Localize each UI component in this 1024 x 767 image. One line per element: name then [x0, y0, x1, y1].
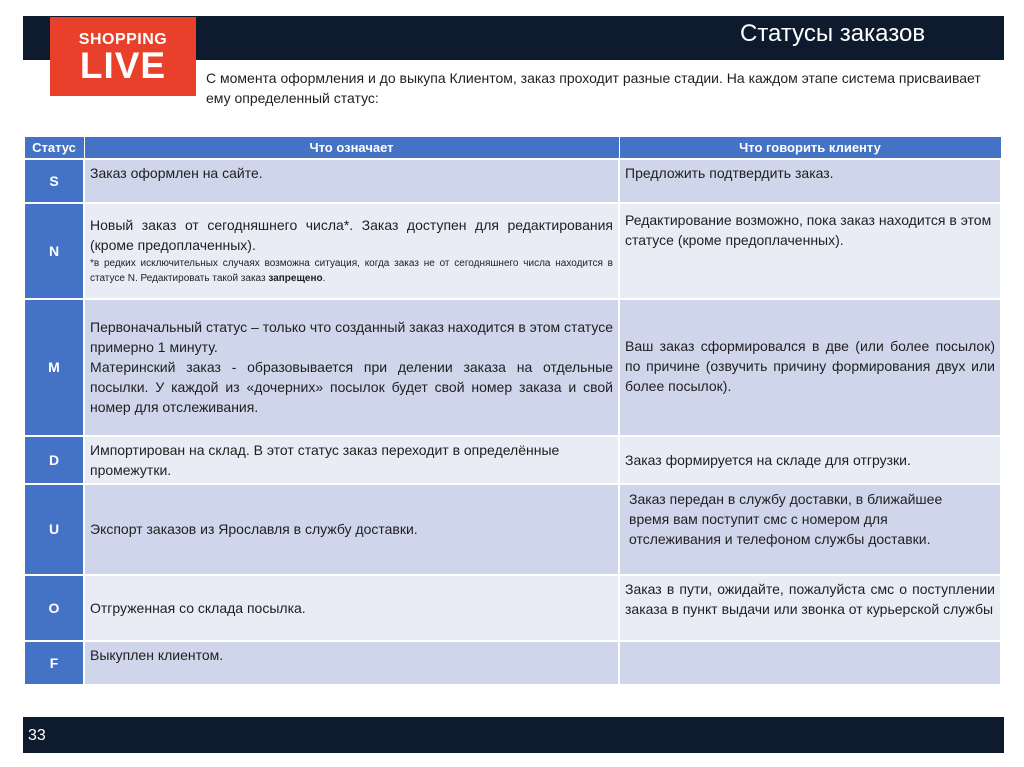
table-row-m: [24, 299, 1001, 436]
status-meaning: Экспорт заказов из Ярославля в службу доставки.: [84, 484, 619, 575]
status-meaning: Импортирован на склад. В этот статус заказ переходит в определённые промежутки.: [84, 436, 619, 484]
status-meaning: Отгруженная со склада посылка.: [84, 575, 619, 641]
table-header-row: [24, 137, 1001, 159]
status-code: D: [24, 436, 84, 484]
slide-title: Статусы заказов: [740, 20, 926, 47]
table-row-n: [24, 203, 1001, 299]
logo-top-text: SHOPPING: [78, 31, 168, 48]
status-say: [619, 641, 1001, 685]
footnote-bold: запрещено: [268, 272, 323, 284]
page-number: 33: [28, 727, 46, 744]
status-meaning: Новый заказ от сегодняшнего числа*. Заказ доступен для редактирования (кроме предоплаченных).: [90, 216, 613, 253]
status-say: Предложить подтвердить заказ.: [619, 159, 1001, 203]
header-status: Статус: [24, 137, 84, 159]
status-say: Заказ формируется на складе для отгрузки.: [619, 436, 1001, 484]
status-footnote: [90, 256, 613, 286]
table-row-f: [24, 641, 1001, 685]
status-say: Редактирование возможно, пока заказ находится в этом статусе (кроме предоплаченных).: [619, 203, 1001, 299]
intro-text: С момента оформления и до выкупа Клиентом, заказ проходит разные стадии. На каждом этапе система присваивает ему определенный статус:: [206, 70, 981, 106]
footnote-text: *в редких исключительных случаях возможна ситуация, когда заказ не от сегодняшнего числа находится в статусе N. Редактировать такой заказ: [90, 257, 613, 284]
table-row-o: [24, 575, 1001, 641]
status-table: [23, 136, 1002, 686]
status-code: U: [24, 484, 84, 575]
table-row-d: [24, 436, 1001, 484]
status-code: M: [24, 299, 84, 436]
table-row-s: [24, 159, 1001, 203]
status-code: S: [24, 159, 84, 203]
status-say: Заказ передан в службу доставки, в ближайшее время вам поступит смс с номером для отслеживания и телефоном службы доставки.: [619, 484, 1001, 575]
logo-main-text: LIVE: [79, 45, 167, 86]
status-code: N: [24, 203, 84, 299]
table-row-u: [24, 484, 1001, 575]
footnote-end: .: [322, 272, 326, 284]
status-meaning-cell: [84, 299, 619, 436]
status-meaning: Выкуплен клиентом.: [84, 641, 619, 685]
status-code: F: [24, 641, 84, 685]
header-say: Что говорить клиенту: [619, 137, 1001, 159]
shopping-live-logo: [50, 17, 196, 96]
status-meaning: Первоначальный статус – только что созданный заказ находится в этом статусе примерно 1 минуту.: [90, 319, 613, 355]
status-meaning-cell: [84, 203, 619, 299]
status-meaning-extra: Материнский заказ - образовывается при делении заказа на отдельные посылки. У каждой из «дочерних» посылок будет свой номер заказа и свой номер для отслеживания.: [90, 359, 613, 415]
status-say: Ваш заказ сформировался в две (или более посылок) по причине (озвучить причину формирования двух или более посылок).: [619, 299, 1001, 436]
footer-bar: [23, 717, 1004, 753]
status-code: O: [24, 575, 84, 641]
status-say: Заказ в пути, ожидайте, пожалуйста смс о поступлении заказа в пункт выдачи или звонка от курьерской службы: [619, 575, 1001, 641]
header-meaning: Что означает: [84, 137, 619, 159]
status-meaning: Заказ оформлен на сайте.: [84, 159, 619, 203]
